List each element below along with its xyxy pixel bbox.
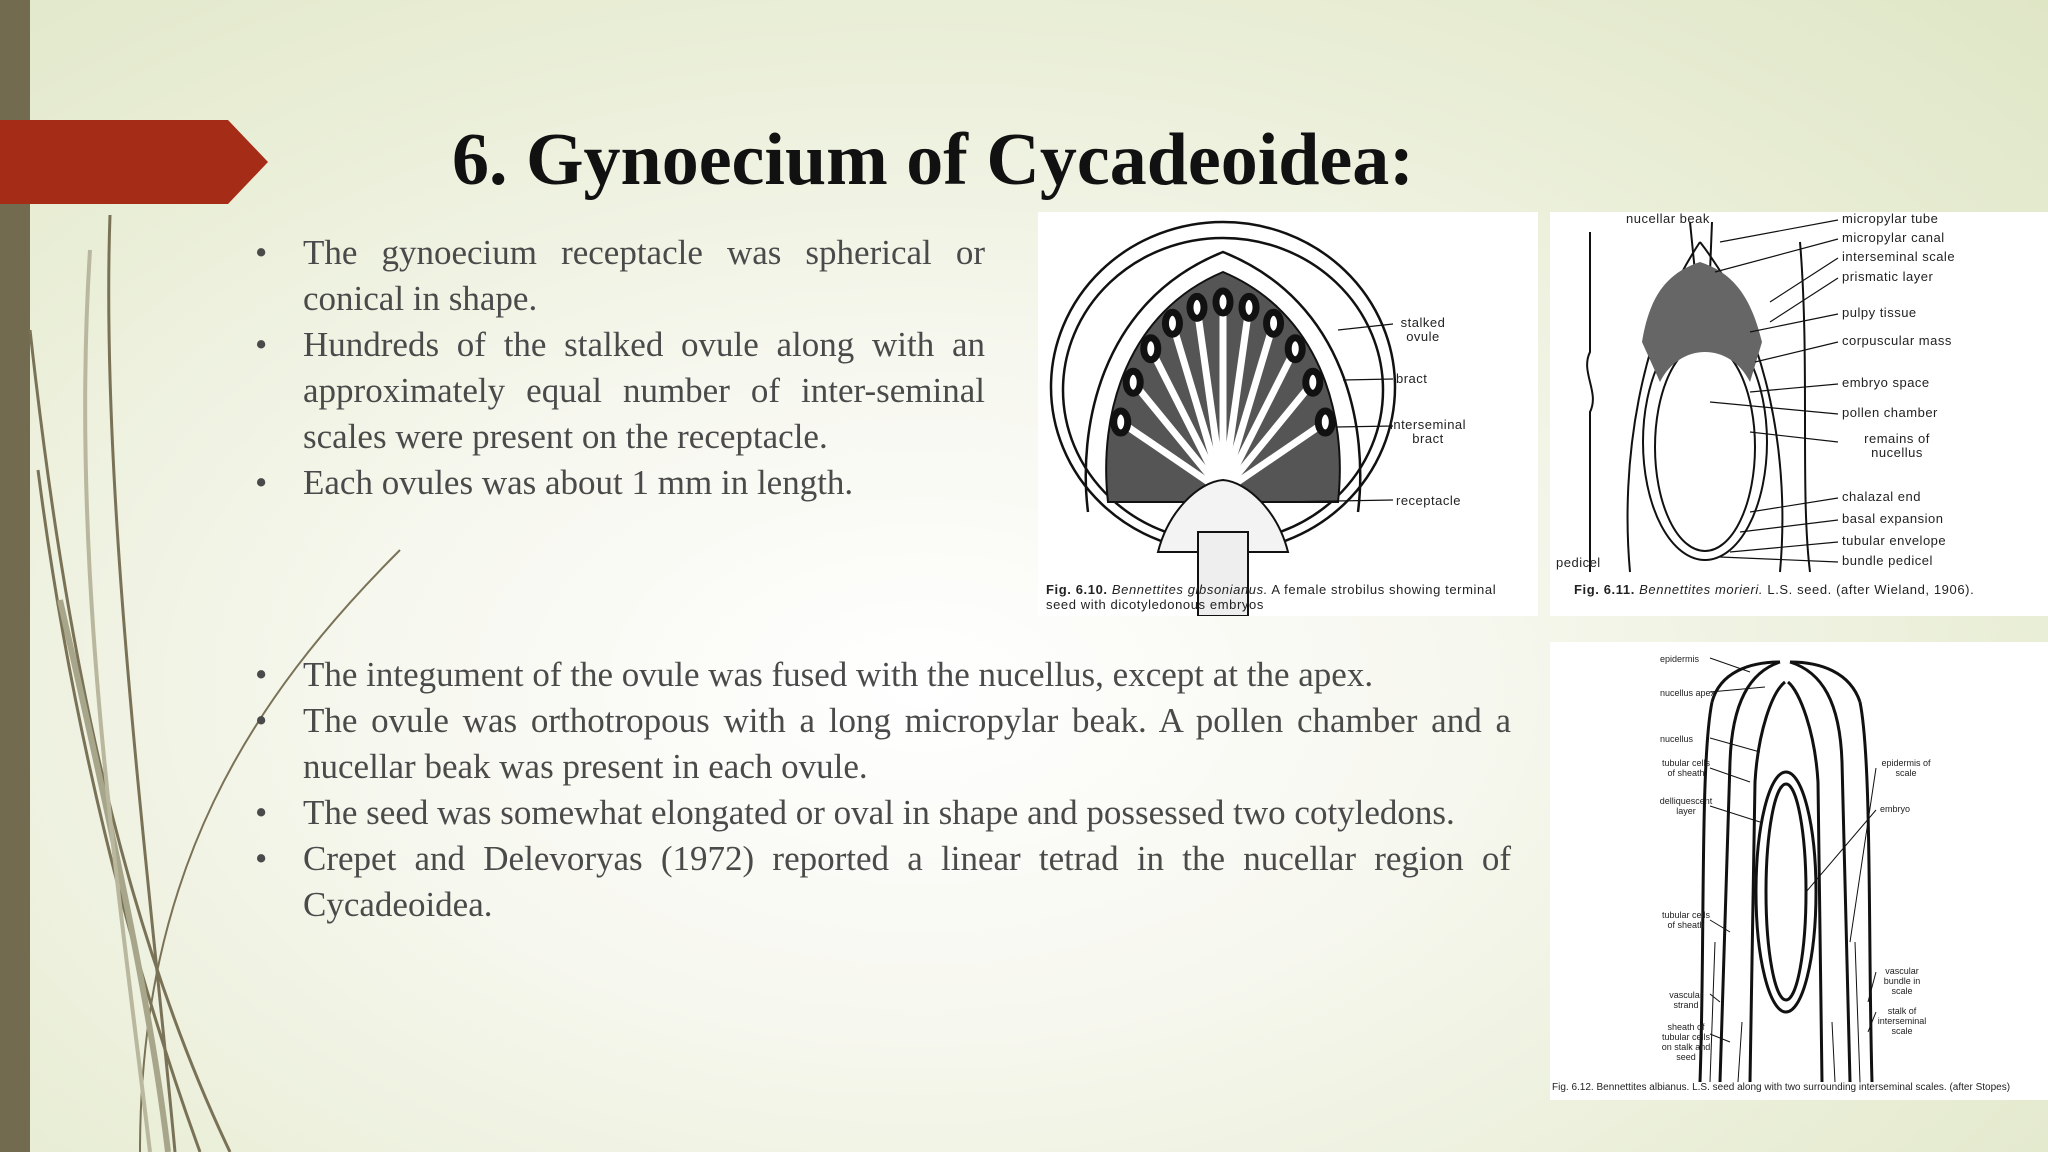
figure-caption [1046,582,1530,612]
label-nucellar-beak: nucellar beak [1626,212,1710,226]
label-bract: bract [1396,371,1428,386]
label-corpuscular-mass: corpuscular mass [1842,333,1952,348]
label-tubular-cells-of-sheath: tubular cells of sheath [1661,758,1711,778]
label-micropylar-canal: micropylar canal [1842,230,1945,245]
bullet-item: • Hundreds of the stalked ovule along with an approximately equal number of inter-seminal scales were present on the receptacle. [255,322,985,460]
label-remains-of-nucellus: remains of nucellus [1864,431,1930,460]
label-chalazal-end: chalazal end [1842,489,1921,504]
figure-seed-ls-stopes [1550,642,2048,1100]
label-embryo-space: embryo space [1842,375,1930,390]
label-nucellus-apex: nucellus apex [1660,688,1716,698]
label-prismatic-layer: prismatic layer [1842,269,1934,284]
label-epidermis: epidermis [1660,654,1700,664]
bullet-item: • The gynoecium receptacle was spherical or conical in shape. [255,230,985,322]
slide-title: 6. Gynoecium of Cycadeoidea: [452,119,1414,201]
label-embryo: embryo [1880,804,1911,814]
strobilus-drawing [1038,212,1538,616]
label-vascular-strand: vascular strand [1669,990,1703,1010]
label-nucellus: nucellus [1660,734,1694,744]
label-epidermis-of-scale: epidermis of scale [1881,758,1931,778]
label-stalked-ovule: stalked ovule [1400,315,1446,344]
label-pedicel: pedicel [1556,555,1601,570]
label-stalk-of-interseminal-scale: stalk of interseminal scale [1877,1006,1927,1036]
seed-ls-drawing [1550,212,2048,616]
label-bundle-pedicel: bundle pedicel [1842,553,1933,568]
figure-strobilus-diagram [1038,212,1538,616]
label-interseminal-bract: interseminal bract [1389,417,1467,446]
bullet-item: • Each ovules was about 1 mm in length. [255,460,985,506]
label-receptacle: receptacle [1396,493,1461,508]
label-tubular-cells-of-sheath-lower: tubular cells of sheath [1661,910,1711,930]
figure-caption: Fig. 6.12. Bennettites albianus. L.S. seed along with two surrounding interseminal scales. (after Stopes) [1552,1082,2011,1093]
seed-with-scales-drawing [1550,642,2048,1100]
label-pulpy-tissue: pulpy tissue [1842,305,1917,320]
bullet-item: • The integument of the ovule was fused with the nucellus, except at the apex. [255,652,1511,698]
caption-text: A female strobilus showing terminal seed with dicotyledonous embryos [1046,582,1497,612]
bullet-item: • Crepet and Delevoryas (1972) reported a linear tetrad in the nucellar region of Cycadeoidea. [255,836,1511,928]
caption-text: L.S. seed. (after Wieland, 1906). [1767,582,1975,597]
caption-fig-number: Fig. 6.11. [1574,582,1635,597]
bullet-list-top [255,230,985,506]
caption-fig-number: Fig. 6.10. [1046,582,1108,597]
label-delliquescent-layer: delliquescent layer [1659,796,1713,816]
label-tubular-envelope: tubular envelope [1842,533,1947,548]
label-pollen-chamber: pollen chamber [1842,405,1938,420]
caption-species: Bennettites morieri. [1639,582,1764,597]
bullet-item: • The ovule was orthotropous with a long micropylar beak. A pollen chamber and a nucellar beak was present in each ovule. [255,698,1511,790]
title-arrow-shape [0,120,268,204]
caption-species: Bennettites gibsonianus. [1111,582,1268,597]
label-interseminal-scale: interseminal scale [1842,249,1956,264]
label-basal-expansion: basal expansion [1842,511,1944,526]
label-vascular-bundle-in-scale: vascular bundle in scale [1883,966,1921,996]
bullet-list-bottom [255,652,1511,928]
label-micropylar-tube: micropylar tube [1842,212,1939,226]
figure-caption [1574,582,2044,597]
bullet-item: • The seed was somewhat elongated or oval in shape and possessed two cotyledons. [255,790,1511,836]
figure-seed-ls-wieland [1550,212,2048,616]
label-sheath-of-tubular-cells: sheath of tubular cells on stalk and seed [1661,1022,1711,1062]
